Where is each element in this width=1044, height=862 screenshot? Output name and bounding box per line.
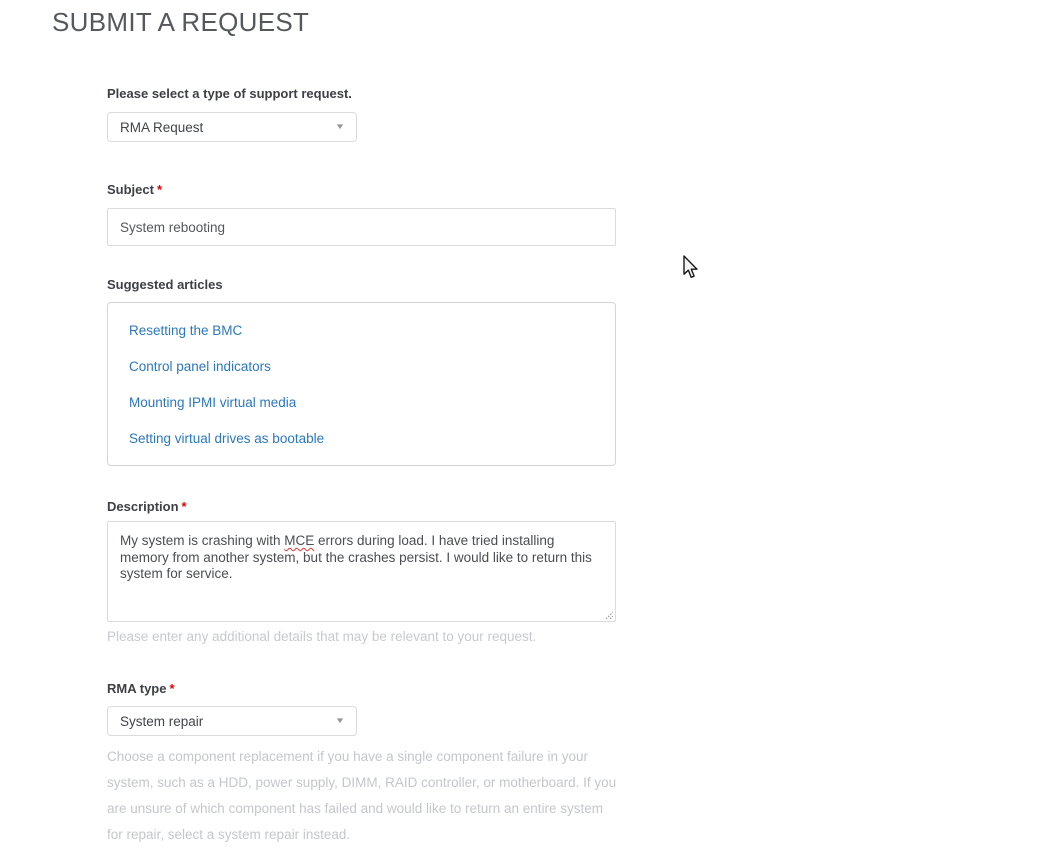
- suggested-articles-label: Suggested articles: [107, 277, 223, 292]
- request-type-selected-value: RMA Request: [120, 119, 204, 135]
- description-hint: Please enter any additional details that may be relevant to your request.: [107, 629, 537, 644]
- description-misspelled-word: MCE: [284, 533, 315, 548]
- description-text-part1: My system is crashing with: [120, 533, 285, 548]
- textarea-resize-handle-icon[interactable]: [603, 609, 613, 619]
- description-textarea[interactable]: [107, 521, 616, 622]
- chevron-down-icon: ▼: [334, 716, 346, 725]
- chevron-down-icon: ▼: [334, 122, 346, 131]
- rma-type-hint: Choose a component replacement if you have a single component failure in your system, such as a HDD, power supply, DIMM, RAID controller, or motherboard. If you are unsure of which component has failed and would like to return an entire system for repair, select a system repair instead.: [107, 749, 617, 842]
- rma-type-selected-value: System repair: [120, 713, 204, 729]
- subject-required-asterisk: *: [156, 182, 163, 197]
- subject-input[interactable]: [107, 208, 616, 246]
- mouse-cursor-icon: [682, 255, 698, 280]
- description-text-part2: errors during load. I have tried installing memory from another system, but the crashes persist. I would like to return this system for service.: [120, 533, 592, 581]
- description-required-asterisk: *: [181, 499, 187, 514]
- description-label: [107, 499, 187, 514]
- request-type-select[interactable]: [107, 112, 357, 142]
- subject-label: [107, 182, 162, 197]
- rma-type-label: [107, 681, 175, 696]
- description-label-text: Description: [107, 499, 179, 514]
- rma-type-required-asterisk: *: [169, 681, 175, 696]
- request-type-label: Please select a type of support request.: [107, 86, 352, 101]
- page-title: SUBMIT A REQUEST: [52, 7, 310, 37]
- subject-label-text: Subject: [107, 182, 154, 197]
- rma-type-select[interactable]: [107, 706, 357, 736]
- suggested-articles-box: [107, 302, 616, 466]
- article-link-control-panel-indicators[interactable]: Control panel indicators: [129, 359, 271, 374]
- article-link-setting-virtual-drives-bootable[interactable]: Setting virtual drives as bootable: [129, 431, 325, 446]
- rma-type-label-text: RMA type: [107, 681, 167, 696]
- article-link-resetting-bmc[interactable]: Resetting the BMC: [129, 323, 243, 338]
- article-link-mounting-ipmi-virtual-media[interactable]: Mounting IPMI virtual media: [129, 395, 297, 410]
